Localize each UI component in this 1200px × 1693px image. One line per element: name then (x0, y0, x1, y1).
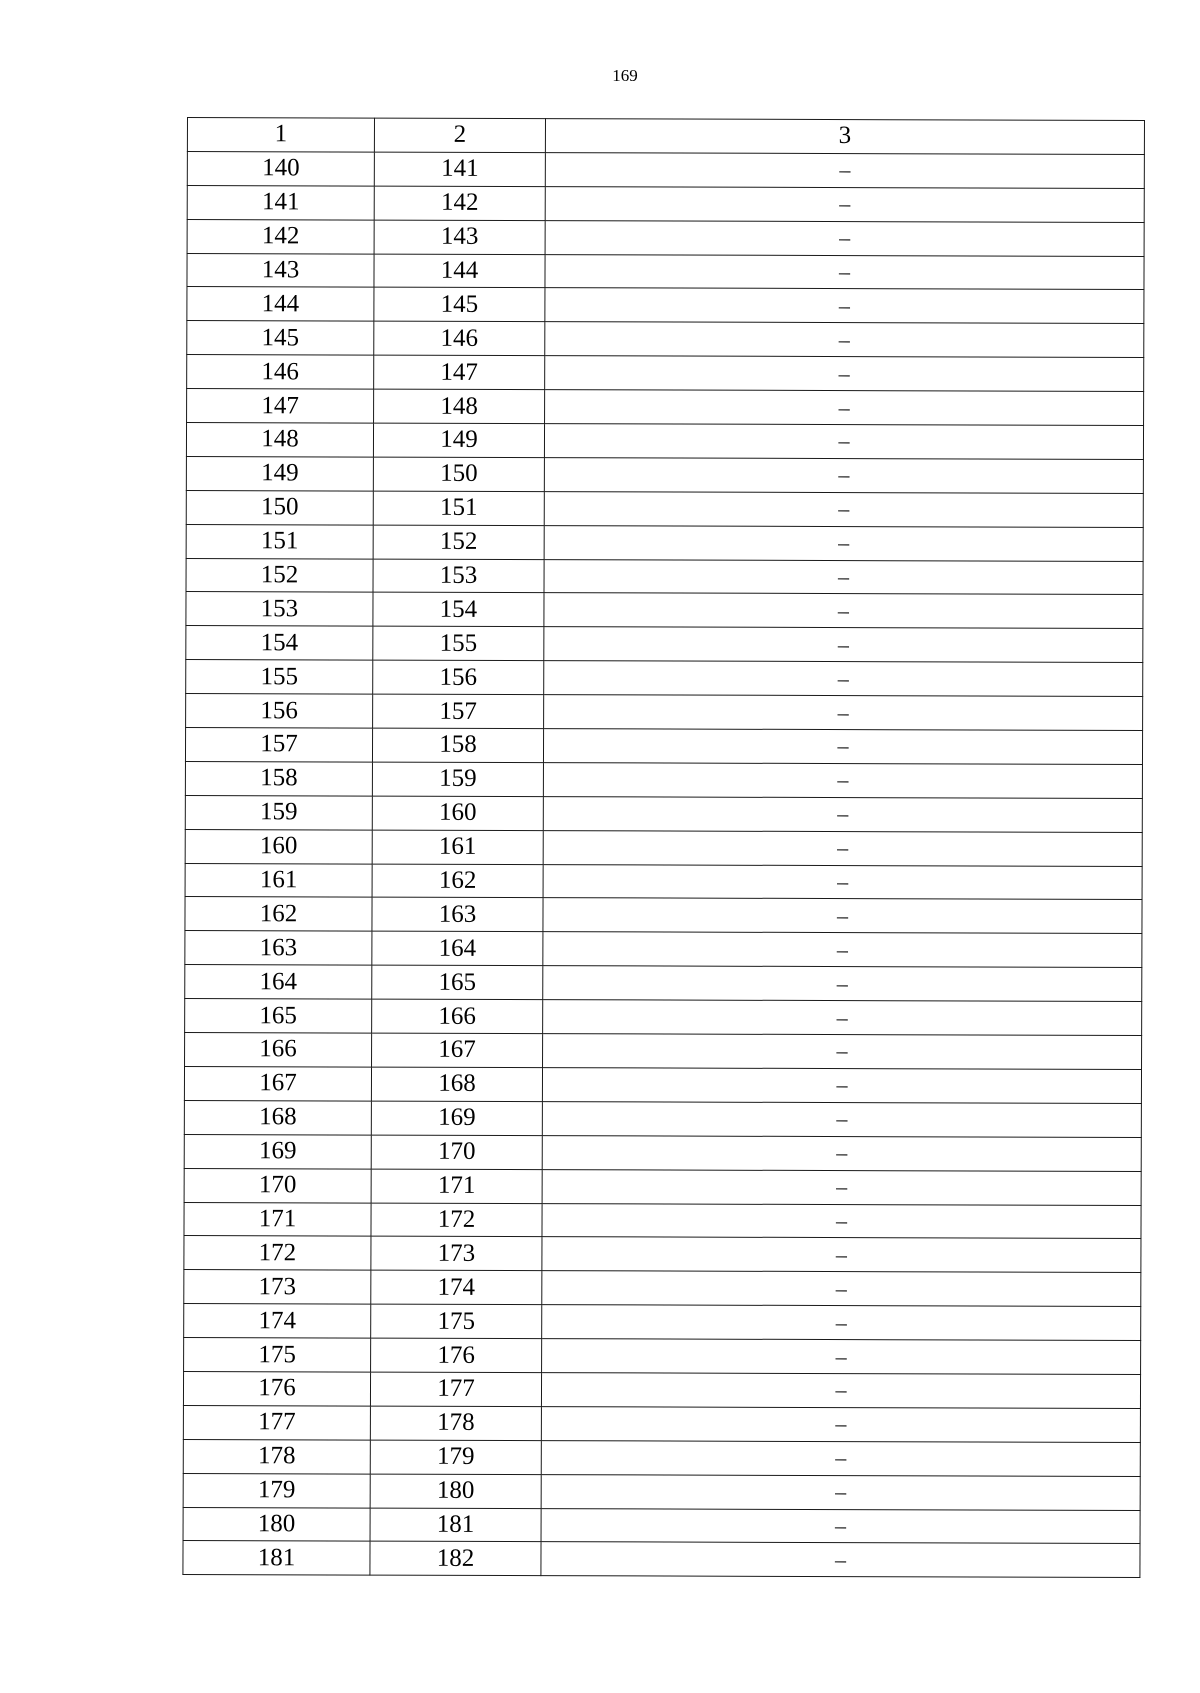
table-cell-col-2: 172 (371, 1203, 542, 1237)
table-cell-col-3: – (543, 966, 1142, 1002)
table-cell-col-3: – (545, 186, 1144, 222)
table-cell-col-1: 160 (185, 829, 372, 863)
table-row (186, 660, 1143, 697)
table-cell-col-3: – (545, 153, 1144, 189)
page-number: 169 (612, 66, 638, 85)
table-cell-col-3: – (543, 932, 1142, 968)
table-cell-col-1: 168 (184, 1100, 371, 1134)
table-cell-col-1: 171 (184, 1202, 371, 1236)
table-row (183, 1507, 1140, 1544)
table-cell-col-3: – (545, 356, 1144, 392)
table-cell-col-1: 143 (187, 253, 374, 287)
table-row (187, 321, 1144, 358)
table-row (187, 151, 1144, 188)
table-row (187, 389, 1144, 426)
table-body (183, 151, 1144, 1577)
table-cell-col-1: 153 (186, 592, 373, 626)
table-row (186, 524, 1143, 561)
table-cell-col-3: – (541, 1440, 1140, 1476)
column-header-1: 1 (187, 118, 374, 152)
table-cell-col-3: – (545, 288, 1144, 324)
table-cell-col-2: 168 (371, 1067, 542, 1101)
table-cell-col-2: 148 (374, 389, 545, 423)
table-cell-col-1: 152 (186, 558, 373, 592)
table-cell-col-1: 158 (185, 761, 372, 795)
table-cell-col-1: 162 (185, 897, 372, 931)
table-cell-col-2: 178 (370, 1406, 541, 1440)
table-cell-col-2: 147 (374, 355, 545, 389)
table-cell-col-3: – (542, 1169, 1141, 1205)
table-cell-col-3: – (544, 424, 1143, 460)
table-row (183, 1371, 1140, 1408)
table-cell-col-1: 163 (185, 931, 372, 965)
table-cell-col-2: 162 (372, 864, 543, 898)
table-cell-col-2: 142 (374, 186, 545, 220)
table-cell-col-3: – (545, 390, 1144, 426)
table-cell-col-1: 141 (187, 185, 374, 219)
table-cell-col-2: 170 (371, 1135, 542, 1169)
table-cell-col-2: 156 (373, 660, 544, 694)
table-row (184, 1066, 1141, 1103)
table-row (186, 694, 1143, 731)
table-row (187, 219, 1144, 256)
table-row (184, 1134, 1141, 1171)
table-cell-col-3: – (543, 763, 1142, 799)
table-cell-col-1: 165 (185, 999, 372, 1033)
table-cell-col-1: 151 (186, 524, 373, 558)
table-cell-col-2: 143 (374, 220, 545, 254)
table-row (187, 253, 1144, 290)
table-cell-col-3: – (541, 1542, 1140, 1578)
table-row (183, 1405, 1140, 1442)
table-cell-col-2: 145 (374, 288, 545, 322)
table-row (185, 1033, 1142, 1070)
table-cell-col-3: – (541, 1508, 1140, 1544)
table-cell-col-1: 161 (185, 863, 372, 897)
table-cell-col-1: 147 (187, 389, 374, 423)
table-cell-col-1: 146 (187, 355, 374, 389)
table-cell-col-2: 158 (372, 728, 543, 762)
table-cell-col-3: – (542, 1305, 1141, 1341)
table-cell-col-2: 161 (372, 830, 543, 864)
table-cell-col-1: 149 (186, 456, 373, 490)
table-cell-col-1: 150 (186, 490, 373, 524)
table-row (184, 1338, 1141, 1375)
table-cell-col-3: – (544, 695, 1143, 731)
table-cell-col-2: 164 (372, 931, 543, 965)
table-header (187, 118, 1144, 155)
table-cell-col-2: 154 (373, 593, 544, 627)
table-cell-col-3: – (544, 593, 1143, 629)
table-row (184, 1202, 1141, 1239)
table-cell-col-2: 180 (370, 1474, 541, 1508)
table-row (185, 965, 1142, 1002)
table-cell-col-1: 167 (184, 1066, 371, 1100)
table-cell-col-3: – (543, 864, 1142, 900)
table-row (186, 490, 1143, 527)
table-cell-col-2: 160 (372, 796, 543, 830)
table-row (185, 999, 1142, 1036)
table-cell-col-2: 146 (374, 321, 545, 355)
table-cell-col-3: – (543, 1034, 1142, 1070)
table-cell-col-2: 174 (371, 1270, 542, 1304)
table-row (183, 1473, 1140, 1510)
table-row (187, 185, 1144, 222)
table-cell-col-3: – (543, 830, 1142, 866)
table-cell-col-3: – (542, 1203, 1141, 1239)
table-row (185, 863, 1142, 900)
table-cell-col-1: 159 (185, 795, 372, 829)
table-cell-col-1: 174 (184, 1304, 371, 1338)
table-cell-col-2: 151 (373, 491, 544, 525)
table-row (185, 897, 1142, 934)
table-cell-col-3: – (544, 458, 1143, 494)
table-cell-col-3: – (542, 1135, 1141, 1171)
table-cell-col-2: 141 (374, 152, 545, 186)
table-cell-col-1: 148 (186, 423, 373, 457)
table-cell-col-1: 140 (187, 151, 374, 185)
table-cell-col-2: 171 (371, 1169, 542, 1203)
table-row (185, 761, 1142, 798)
table-cell-col-3: – (543, 1000, 1142, 1036)
table-cell-col-2: 155 (373, 626, 544, 660)
table-cell-col-2: 167 (372, 1033, 543, 1067)
data-table (182, 117, 1145, 1578)
table-row (185, 931, 1142, 968)
table-cell-col-3: – (544, 491, 1143, 527)
table-cell-col-1: 170 (184, 1168, 371, 1202)
table-row (186, 592, 1143, 629)
table-cell-col-3: – (541, 1406, 1140, 1442)
table-cell-col-2: 175 (371, 1304, 542, 1338)
table-cell-col-1: 145 (187, 321, 374, 355)
header-row (187, 118, 1144, 155)
table-cell-col-2: 179 (370, 1440, 541, 1474)
table-cell-col-3: – (542, 1339, 1141, 1375)
table-cell-col-3: – (544, 559, 1143, 595)
table-cell-col-3: – (543, 796, 1142, 832)
table-cell-col-2: 152 (373, 525, 544, 559)
table-cell-col-2: 169 (371, 1101, 542, 1135)
table-cell-col-2: 165 (372, 965, 543, 999)
table-row (184, 1236, 1141, 1273)
table-cell-col-2: 181 (370, 1508, 541, 1542)
table-cell-col-3: – (544, 627, 1143, 663)
table-row (185, 795, 1142, 832)
table-cell-col-3: – (541, 1373, 1140, 1409)
table-cell-col-3: – (542, 1068, 1141, 1104)
table-cell-col-1: 176 (183, 1371, 370, 1405)
table-cell-col-2: 149 (373, 423, 544, 457)
table-row (184, 1100, 1141, 1137)
table-row (186, 558, 1143, 595)
table-cell-col-1: 175 (184, 1338, 371, 1372)
table-cell-col-2: 150 (373, 457, 544, 491)
table-cell-col-1: 177 (183, 1405, 370, 1439)
table-cell-col-1: 142 (187, 219, 374, 253)
table-row (187, 287, 1144, 324)
table-cell-col-2: 144 (374, 254, 545, 288)
table-cell-col-2: 176 (371, 1338, 542, 1372)
table-row (186, 456, 1143, 493)
table-cell-col-2: 153 (373, 559, 544, 593)
table-cell-col-1: 154 (186, 626, 373, 660)
table-cell-col-2: 157 (373, 694, 544, 728)
table-cell-col-3: – (543, 729, 1142, 765)
table-cell-col-2: 173 (371, 1236, 542, 1270)
table-cell-col-3: – (545, 220, 1144, 256)
table-cell-col-1: 155 (186, 660, 373, 694)
table-row (187, 355, 1144, 392)
table-cell-col-1: 180 (183, 1507, 370, 1541)
table-cell-col-2: 182 (370, 1541, 541, 1575)
table-cell-col-3: – (541, 1474, 1140, 1510)
table-cell-col-1: 157 (185, 728, 372, 762)
table-cell-col-1: 181 (183, 1541, 370, 1575)
table-cell-col-3: – (542, 1271, 1141, 1307)
table-row (184, 1270, 1141, 1307)
table-cell-col-1: 164 (185, 965, 372, 999)
table-cell-col-1: 169 (184, 1134, 371, 1168)
table-cell-col-2: 177 (370, 1372, 541, 1406)
table-row (183, 1541, 1140, 1578)
table-cell-col-3: – (545, 322, 1144, 358)
table-cell-col-1: 172 (184, 1236, 371, 1270)
table-cell-col-1: 173 (184, 1270, 371, 1304)
table-cell-col-1: 179 (183, 1473, 370, 1507)
table-row (186, 423, 1143, 460)
column-header-3: 3 (545, 119, 1144, 155)
table-cell-col-2: 159 (372, 762, 543, 796)
table-row (184, 1304, 1141, 1341)
table-cell-col-1: 156 (186, 694, 373, 728)
table-cell-col-3: – (542, 1237, 1141, 1273)
column-header-2: 2 (374, 118, 545, 152)
table-cell-col-1: 144 (187, 287, 374, 321)
table-cell-col-1: 166 (185, 1033, 372, 1067)
table-row (185, 829, 1142, 866)
table-row (184, 1168, 1141, 1205)
table-cell-col-2: 163 (372, 898, 543, 932)
table-cell-col-3: – (544, 525, 1143, 561)
table-row (186, 626, 1143, 663)
table-cell-col-3: – (544, 661, 1143, 697)
table-row (185, 728, 1142, 765)
table-cell-col-3: – (542, 1101, 1141, 1137)
table-cell-col-1: 178 (183, 1439, 370, 1473)
table-cell-col-2: 166 (372, 999, 543, 1033)
table-cell-col-3: – (545, 254, 1144, 290)
table-row (183, 1439, 1140, 1476)
table-cell-col-3: – (543, 898, 1142, 934)
